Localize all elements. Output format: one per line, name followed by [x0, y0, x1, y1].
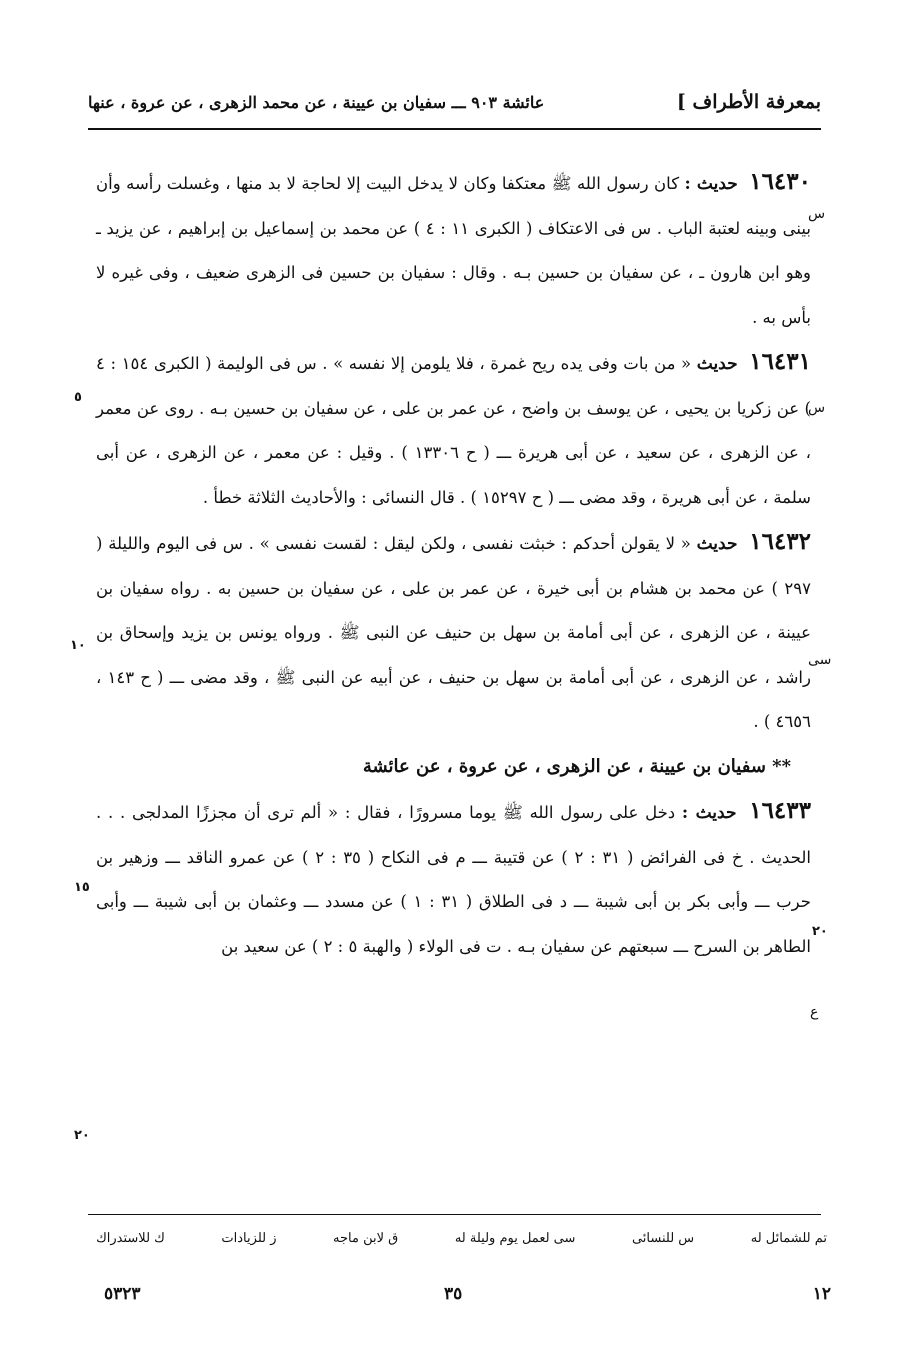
footer-rule — [88, 1214, 821, 1215]
entry-16431 — [96, 340, 811, 520]
line-number: ١٥ — [74, 880, 90, 895]
line-number: ٥ — [74, 390, 82, 405]
legend-item: تم للشمائل له — [750, 1230, 827, 1246]
legend-item: ز للزيادات — [221, 1230, 277, 1246]
line-number: ٢٠ — [812, 924, 828, 939]
page-number: ٣٥ — [444, 1284, 463, 1304]
entry-keyword: حديث — [696, 534, 738, 554]
running-head — [88, 82, 821, 122]
entry-text: « لا يقولن أحدكم : خبثت نفسى ، ولكن ليقل : لقست نفسى » . س فى اليوم والليلة ( ٢٩٧ ) عن محمد بن هشام بن أبى خيرة ، عن عمر بن على ، عن سفيان بن حسين به . رواه سفيان بن عيينة ، عن الزهرى ، عن أبى أمامة بن سهل بن حنيف عن النبى ﷺ . ورواه يونس بن يزيد وإسحاق بن راشد ، عن الزهرى ، عن أبى أمامة بن سهل بن حنيف ، عن أبيه عن النبى ﷺ ، وقد مضى ـــ ( ح ١٤٣ ، ٤٦٥٦ ) . — [96, 534, 811, 731]
entry-text: كان رسول الله ﷺ معتكفا وكان لا يدخل البيت إلا لحاجة لا بد منها ، وغسلت رأسه وأن بينى وبينه لعتبة الباب . س فى الاعتكاف ( الكبرى ١١ : ٤ ) عن محمد بن إسماعيل بن إبراهيم ، عن يزيد ـ وهو ابن هارون ـ ، عن سفيان بن حسين بـه . وقال : سفيان بن حسين فى الزهرى ضعيف ، وفى غيره لا بأس به . — [96, 174, 811, 327]
entry-keyword: حديث — [696, 354, 738, 374]
legend-item: ق لابن ماجه — [333, 1230, 399, 1246]
entry-16432 — [96, 520, 811, 745]
entry-keyword: حديث : — [684, 174, 738, 194]
margin-siglum: ع — [810, 1004, 819, 1020]
legend-item: سى لعمل يوم وليلة له — [454, 1230, 576, 1246]
main-text — [96, 160, 811, 969]
section-subheading: ** سفيان بن عيينة ، عن الزهرى ، عن عروة ، عن عائشة — [362, 755, 791, 777]
margin-siglum: س — [808, 400, 826, 416]
legend-item: س للنسائى — [631, 1230, 695, 1246]
sequence-number: ٥٣٢٣ — [104, 1284, 141, 1304]
line-number: ١٠ — [70, 638, 86, 653]
volume-number: ١٢ — [812, 1284, 831, 1304]
entry-text: دخل على رسول الله ﷺ يوما مسرورًا ، فقال : « ألم ترى أن مجززًا المدلجى . . . الحديث . خ فى الفرائض ( ٣١ : ٢ ) عن قتيبة ـــ م فى النكاح ( ٣٥ : ٢ ) عن عمرو الناقد ـــ وزهير بن حرب ـــ وأبى بكر بن أبى شيبة ـــ د فى الطلاق ( ٣١ : ١ ) عن مسدد ـــ وعثمان بن أبى شيبة ـــ وأبى الطاهر بن السرح ـــ سبعتهم عن سفيان بـه . ت فى الولاء ( والهبة ٥ : ٢ ) عن سعيد بن — [96, 803, 811, 956]
entry-number: ١٦٤٣٢ — [749, 528, 812, 555]
margin-siglum: سى — [808, 652, 832, 668]
legend-item: ك للاستدراك — [96, 1230, 165, 1246]
entry-number: ١٦٤٣٠ — [749, 168, 811, 195]
entry-16433 — [96, 789, 811, 969]
entry-number: ١٦٤٣١ — [749, 348, 811, 375]
entry-keyword: حديث : — [681, 803, 737, 823]
entry-16430 — [96, 160, 811, 340]
entry-number: ١٦٤٣٣ — [749, 797, 811, 824]
sigla-legend — [96, 1222, 827, 1254]
running-head-center: عائشة ٩٠٣ ـــ سفيان بن عيينة ، عن محمد الزهرى ، عن عروة ، عنها — [88, 92, 545, 112]
line-number: ٢٠ — [74, 1128, 90, 1143]
running-head-title: بمعرفة الأطراف ] — [676, 91, 821, 113]
entry-text: « من بات وفى يده ريح غمرة ، فلا يلومن إلا نفسه » . س فى الوليمة ( الكبرى ١٥٤ : ٤ ) عن زكريا بن يحيى ، عن يوسف بن واضح ، عن عمر بن على ، عن سفيان بن حسين بـه . روى عن معمر ، عن الزهرى ، عن سعيد ، عن أبى هريرة ـــ ( ح ١٣٣٠٦ ) . وقيل : عن معمر ، عن الزهرى ، عن أبى سلمة ، عن أبى هريرة ، وقد مضى ـــ ( ح ١٥٢٩٧ ) . قال النسائى : والأحاديث الثلاثة خطأ . — [96, 354, 811, 507]
header-rule — [88, 128, 821, 130]
margin-siglum: س — [808, 206, 826, 222]
